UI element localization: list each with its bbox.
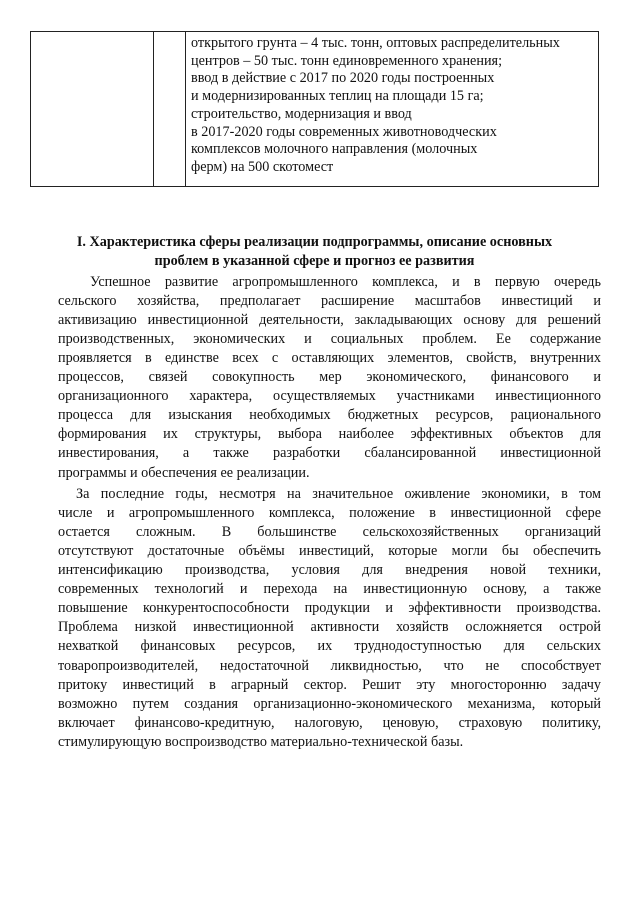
paragraph-line: Успешное развитие агропромышленного комплекса, и в первую очередь	[90, 274, 601, 290]
paragraph-line: числе и агропромышленного комплекса, положение в инвестиционной сфере	[58, 505, 601, 522]
paragraph-line: интенсификацию производства, условия для внедрения новой техники,	[58, 562, 601, 579]
section-heading-line-2: проблем в указанной сфере и прогноз ее развития	[154, 253, 475, 269]
table-cell-line: центров – 50 тыс. тонн единовременного хранения;	[191, 52, 503, 69]
table-cell-empty-2	[154, 32, 186, 187]
paragraph-line: отсутствуют достаточные объёмы инвестиций, которые могли бы обеспечить	[58, 543, 601, 560]
paragraph-line: Проблема низкой инвестиционной активности хозяйств осложняется острой	[58, 619, 601, 636]
paragraph-line: формирования их структуры, выбора наиболее эффективных объектов для	[58, 426, 601, 443]
table-cell-text	[186, 32, 599, 187]
section-heading-line-1: I. Характеристика сферы реализации подпрограммы, описание основных	[76, 234, 553, 250]
paragraph-line: производственных, экономических и социальных проблем. Ее содержание	[58, 331, 601, 348]
table-cell-line: открытого грунта – 4 тыс. тонн, оптовых распределительных	[191, 35, 560, 51]
table-fragment	[30, 31, 599, 187]
table-cell-line: и модернизированных теплиц на площади 15 га;	[191, 88, 484, 105]
paragraph-line: современных технологий и перехода на инвестиционную основу, а также	[58, 581, 601, 598]
paragraph-line: процесса для изыскания необходимых бюджетных ресурсов, рационального	[58, 407, 601, 424]
table-row	[31, 32, 599, 187]
paragraph-line: остается сложным. В большинстве сельскохозяйственных организаций	[58, 524, 601, 541]
paragraph-line: программы и обеспечения ее реализации.	[58, 464, 310, 481]
table-cell-line: ввод в действие с 2017 по 2020 годы построенных	[191, 70, 495, 87]
paragraph-line: повышение конкурентоспособности продукции и эффективности производства.	[58, 600, 601, 617]
paragraph-line: организационного характера, осуществляемых участниками инвестиционного	[58, 388, 601, 405]
paragraph-line: возможно путем создания организационно-экономического механизма, который	[58, 695, 601, 712]
paragraph-line: проявляется в единстве всех с оставляющих элементов, свойств, внутренних	[58, 350, 601, 367]
paragraph-line: стимулирующую воспроизводство материально-технической базы.	[58, 733, 464, 750]
paragraph-line: сельского хозяйства, предполагает расширение масштабов инвестиций и	[58, 293, 601, 310]
paragraph-line: притоку инвестиций в аграрный сектор. Решит эту многосторонню задачу	[58, 676, 601, 693]
table-cell-empty-1	[31, 32, 154, 187]
paragraph-line: За последние годы, несмотря на значительное оживление экономики, в том	[76, 486, 601, 503]
table-cell-line: комплексов молочного направления (молочных	[191, 141, 478, 158]
paragraph-line: включает финансово-кредитную, налоговую, ценовую, страховую политику,	[58, 714, 601, 731]
paragraph-line: инвестирования, а также разработки сбалансированной инвестиционной	[58, 445, 601, 462]
paragraph-line: товаропроизводителей, недостаточной ликвидностью, что не способствует	[58, 657, 601, 674]
table-cell-line: строительство, модернизация и ввод	[191, 105, 412, 122]
table-cell-line: в 2017-2020 годы современных животноводческих	[191, 123, 497, 140]
table-cell-line: ферм) на 500 скотомест	[191, 158, 334, 175]
paragraph-line: процессов, связей совокупность мер экономического, финансового и	[58, 369, 601, 386]
paragraph-line: нехваткой финансовых ресурсов, их труднодоступностью для сельских	[58, 638, 601, 655]
paragraph-line: активизацию инвестиционной деятельности, закладывающих основу для решений	[58, 312, 601, 329]
